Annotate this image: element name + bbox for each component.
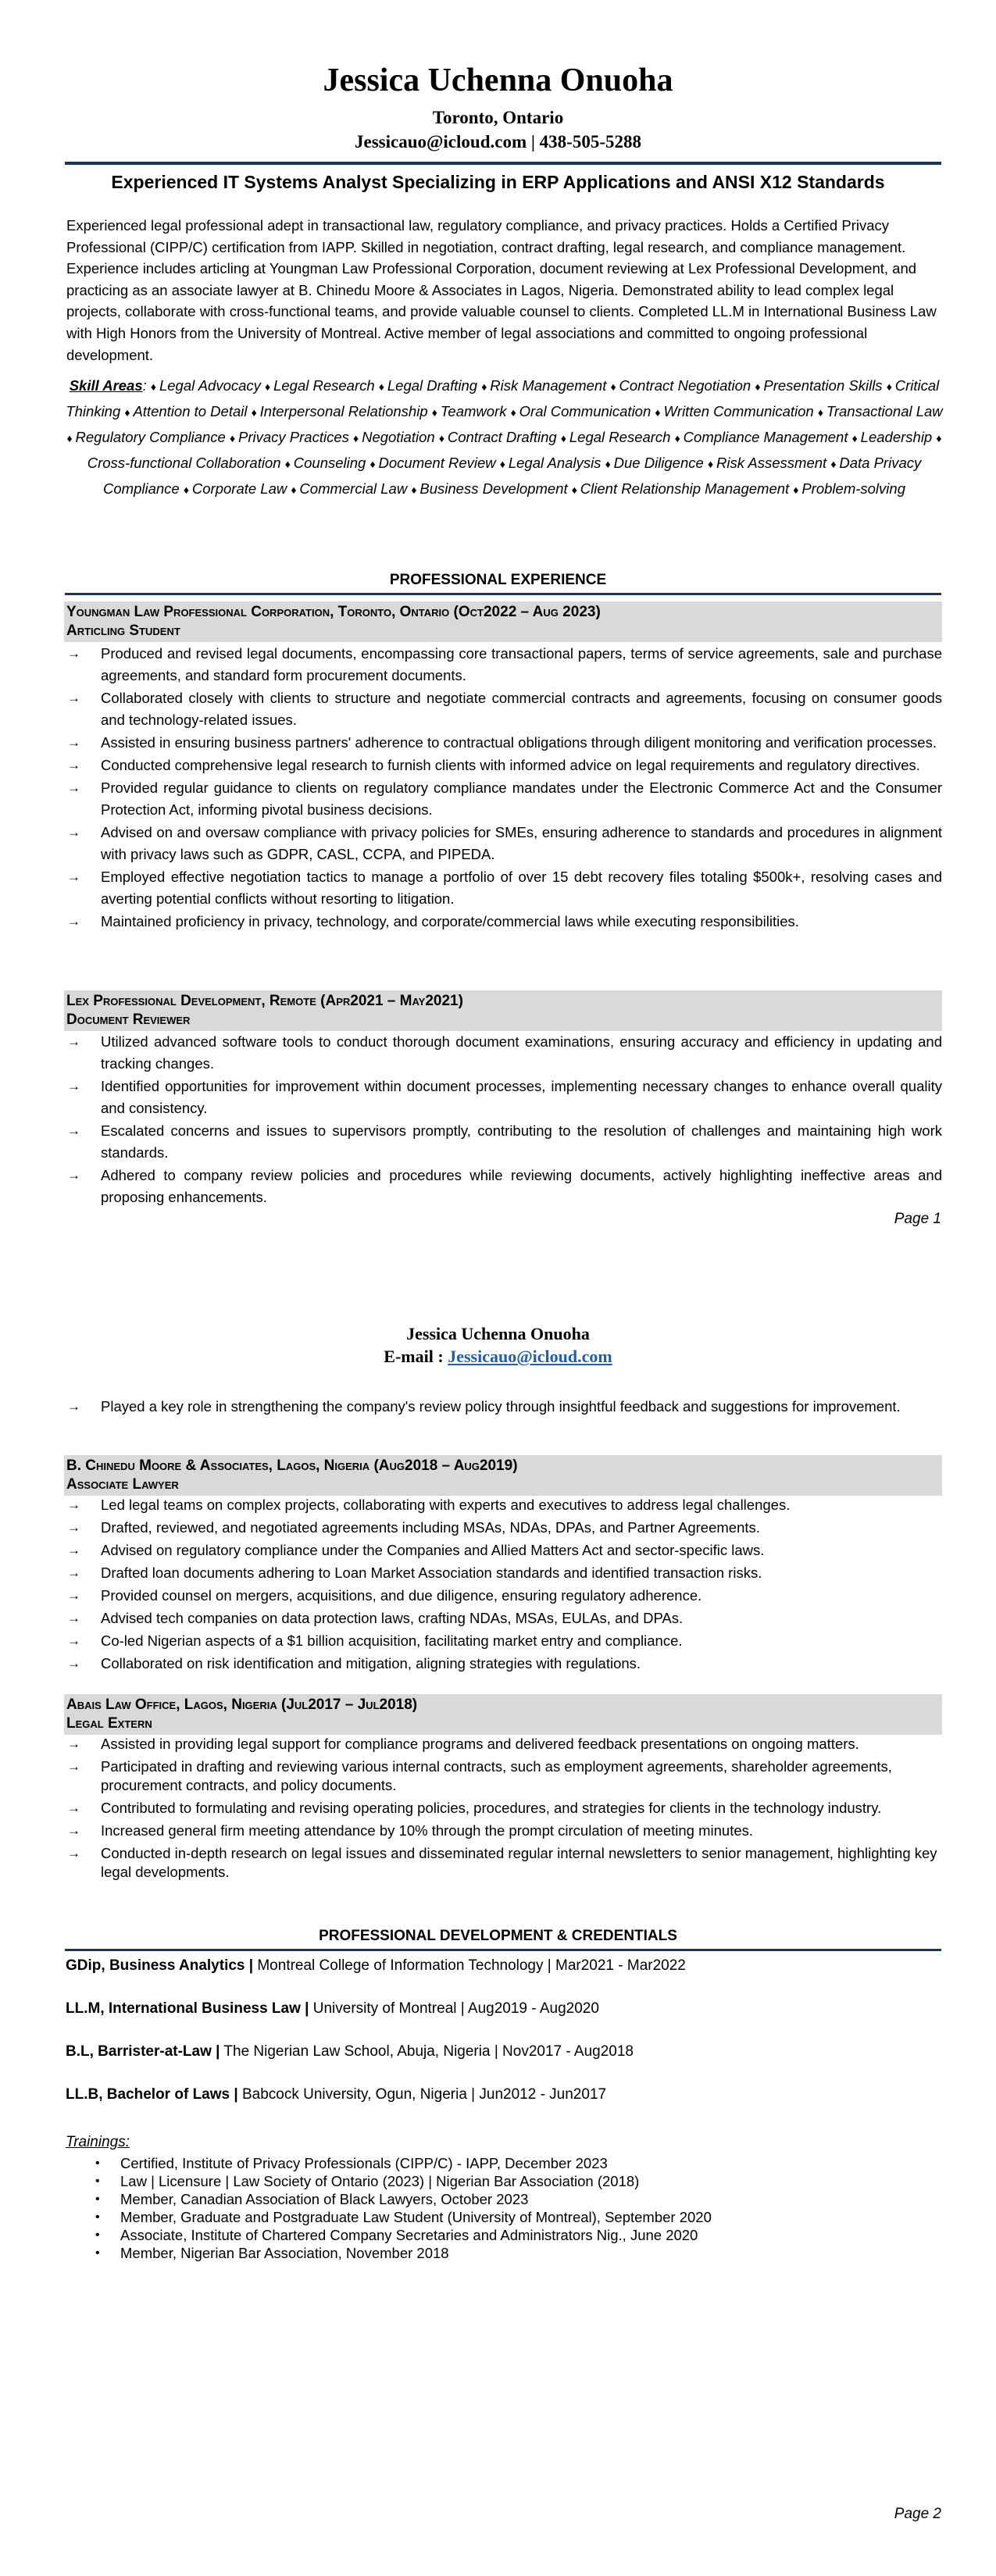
bullet-text: Assisted in providing legal support for compliance programs and delivered feedback presentations on ongoing matters. [101, 1736, 859, 1752]
bullet-item [64, 866, 942, 910]
skill-item: Leadership [860, 429, 933, 445]
bullet-text: Provided counsel on mergers, acquisitions, and due diligence, ensuring regulatory adherence. [101, 1587, 702, 1604]
arrow-bullet-icon: → [67, 1520, 80, 1535]
bullet-item [64, 822, 942, 865]
bullet-dot-icon: • [95, 2210, 100, 2224]
skill-item: Legal Research [273, 377, 375, 394]
bullet-item [64, 1609, 942, 1628]
bullet-text: Adhered to company review policies and procedures while reviewing documents, actively highlighting ineffective areas and proposing enhancements. [101, 1167, 942, 1205]
training-item [66, 2172, 712, 2190]
arrow-bullet-icon: → [67, 914, 80, 929]
bullet-item [64, 1120, 942, 1164]
candidate-location: Toronto, Ontario [432, 108, 564, 127]
training-text: Law | Licensure | Law Society of Ontario (2023) | Nigerian Bar Association (2018) [120, 2173, 640, 2189]
skill-item: Written Communication [663, 403, 814, 419]
skill-item: Business Development [419, 480, 568, 497]
skill-separator-icon: ♦ [610, 380, 619, 393]
skill-item: Regulatory Compliance [75, 429, 226, 445]
skill-item: Legal Advocacy [159, 377, 261, 394]
skill-item: Data Privacy Compliance [103, 455, 922, 497]
skill-item: Legal Analysis [508, 455, 602, 471]
skill-separator-icon: ♦ [431, 406, 441, 419]
skill-item: Contract Negotiation [619, 377, 751, 394]
bullet-dot-icon: • [95, 2157, 100, 2170]
skill-separator-icon: ♦ [851, 432, 861, 444]
bullet-item [64, 1586, 942, 1605]
skill-separator-icon: ♦ [229, 432, 239, 444]
skill-separator-icon: ♦ [674, 432, 684, 444]
candidate-name: Jessica Uchenna Onuoha [323, 62, 673, 98]
skill-areas-label: Skill Areas [69, 377, 143, 394]
arrow-bullet-icon: → [67, 1168, 80, 1183]
bullet-text: Collaborated closely with clients to structure and negotiate commercial contracts and agreements, focusing on consumer goods and technology-related issues. [101, 690, 942, 728]
skill-separator-icon: ♦ [291, 483, 300, 496]
trainings-list [66, 2154, 712, 2262]
skill-item: Presentation Skills [763, 377, 883, 394]
bullet-text: Identified opportunities for improvement within document processes, implementing necessary changes to enhance overall quality and consistency. [101, 1078, 942, 1116]
bullet-item [64, 1564, 942, 1582]
page-number-1: Page 1 [894, 1211, 941, 1227]
arrow-bullet-icon: → [67, 1588, 80, 1603]
arrow-bullet-icon: → [67, 1565, 80, 1580]
arrow-bullet-icon: → [67, 1736, 80, 1751]
bullet-text: Utilized advanced software tools to conduct thorough document examinations, ensuring accuracy and efficiency in updating and tracking changes. [101, 1033, 942, 1072]
bullet-item [64, 1821, 942, 1840]
skill-item: Attention to Detail [133, 403, 248, 419]
credential-degree: B.L, Barrister-at-Law | [66, 2043, 220, 2060]
arrow-bullet-icon: → [67, 1399, 80, 1414]
credential-gdip [66, 1957, 686, 1975]
skill-item: Client Relationship Management [580, 480, 790, 497]
skill-separator-icon: ♦ [353, 432, 362, 444]
arrow-bullet-icon: → [67, 825, 80, 840]
credential-llm [66, 2000, 599, 2018]
skill-separator-icon: ♦ [284, 458, 294, 470]
skill-separator-icon: ♦ [66, 432, 76, 444]
skill-item: Problem-solving [801, 480, 905, 497]
arrow-bullet-icon: → [67, 735, 80, 750]
job-header-abais [64, 1694, 942, 1735]
job-bullets-abais [64, 1735, 942, 1886]
training-text: Member, Nigerian Bar Association, November 2018 [120, 2245, 449, 2261]
arrow-bullet-icon: → [67, 869, 80, 884]
arrow-bullet-icon: → [67, 690, 80, 705]
professional-summary: Experienced legal professional adept in transactional law, regulatory compliance, and privacy practices. Holds a Certified Privacy Professional (CIPP/C) certification from IAPP. Skilled in negotiation, contract drafting, legal research, and compliance management. Experience includes articling at Youngman Law Professional Corporation, document reviewing at Lex Professional Development, and practicing as an associate lawyer at B. Chinedu Moore & Associates in Lagos, Nigeria. Demonstrated ability to lead complex legal projects, collaborate with cross-functional teams, and provide valuable counsel to clients. Completed LL.M in International Business Law with High Honors from the University of Montreal. Active member of legal associations and committed to ongoing professional development. [66, 217, 937, 363]
credential-llb [66, 2085, 606, 2104]
skill-item: Corporate Law [191, 480, 287, 497]
skill-areas-list [66, 377, 942, 497]
skill-separator-icon: ♦ [378, 380, 387, 393]
bullet-text: Led legal teams on complex projects, collaborating with experts and executives to address legal challenges. [101, 1497, 791, 1513]
arrow-bullet-icon: → [67, 1497, 80, 1512]
credential-bl [66, 2043, 634, 2061]
bullet-item [64, 643, 942, 687]
arrow-bullet-icon: → [67, 1823, 80, 1838]
skill-separator-icon: ♦ [265, 380, 274, 393]
skill-separator-icon: ♦ [124, 406, 134, 419]
skill-separator-icon: ♦ [817, 406, 826, 419]
skill-item: Compliance Management [683, 429, 848, 445]
bullet-text: Advised on regulatory compliance under the Companies and Allied Matters Act and sector-specific laws. [101, 1542, 765, 1558]
skill-item: Commercial Law [299, 480, 408, 497]
skill-item: Document Review [378, 455, 496, 471]
email-link[interactable]: Jessicauo@icloud.com [448, 1347, 612, 1366]
bullet-text: Co-led Nigerian aspects of a $1 billion acquisition, facilitating market entry and compliance. [101, 1632, 683, 1649]
bullet-text: Advised tech companies on data protection laws, crafting NDAs, MSAs, EULAs, and DPAs. [101, 1610, 684, 1626]
job-header-youngman [64, 601, 942, 642]
bullet-item [64, 1496, 942, 1515]
bullet-item [64, 755, 942, 776]
bullet-item [64, 687, 942, 731]
job-role: Document Reviewer [66, 1011, 191, 1028]
skill-item: Critical Thinking [66, 377, 940, 419]
skill-separator-icon: ♦ [830, 458, 840, 470]
arrow-bullet-icon: → [67, 1543, 80, 1557]
bullet-item [64, 1844, 942, 1882]
bullet-item [64, 1654, 942, 1673]
bullet-dot-icon: • [95, 2246, 100, 2260]
section-title-experience: PROFESSIONAL EXPERIENCE [389, 572, 607, 588]
candidate-contact: Jessicauo@icloud.com | 438-505-5288 [355, 132, 641, 152]
job-bullets-lex [64, 1031, 942, 1209]
arrow-bullet-icon: → [67, 1656, 80, 1671]
bullet-text: Maintained proficiency in privacy, technology, and corporate/commercial laws while executing responsibilities. [101, 913, 799, 929]
skill-separator-icon: ♦ [183, 483, 192, 496]
bullet-text: Produced and revised legal documents, encompassing core transactional papers, terms of service agreements, sale and purchase agreements, and standard form procurement documents. [101, 645, 942, 683]
skill-separator-icon: ♦ [936, 432, 942, 444]
skill-item: Privacy Practices [238, 429, 349, 445]
job-company: Youngman Law Professional Corporation, Toronto, Ontario (Oct2022 – Aug 2023) [66, 604, 601, 620]
training-item [66, 2244, 712, 2262]
arrow-bullet-icon: → [67, 758, 80, 772]
bullet-text: Drafted loan documents adhering to Loan Market Association standards and identified transaction risks. [101, 1565, 762, 1581]
page-2 [0, 1297, 996, 2576]
skill-item: Teamwork [440, 403, 507, 419]
email-label: E-mail : [384, 1347, 448, 1366]
skill-separator-icon: ♦ [560, 432, 569, 444]
skill-separator-icon: ♦ [510, 406, 519, 419]
skill-item: Contract Drafting [447, 429, 557, 445]
bullet-dot-icon: • [95, 2175, 100, 2188]
skill-separator-icon: ♦ [707, 458, 716, 470]
bullet-item [64, 1396, 942, 1418]
bullet-item [64, 1757, 942, 1795]
training-text: Certified, Institute of Privacy Professionals (CIPP/C) - IAPP, December 2023 [120, 2155, 608, 2171]
skill-separator-icon: ♦ [793, 483, 802, 496]
arrow-bullet-icon: → [67, 1800, 80, 1815]
job-role: Legal Extern [66, 1715, 152, 1732]
job-bullets-youngman [64, 643, 942, 933]
bullet-dot-icon: • [95, 2192, 100, 2206]
arrow-bullet-icon: → [67, 1034, 80, 1049]
credential-degree: LL.B, Bachelor of Laws | [66, 2086, 238, 2103]
bullet-item [64, 1799, 942, 1818]
skill-separator-icon: ♦ [438, 432, 448, 444]
bullet-item [64, 1735, 942, 1754]
bullet-item [64, 1165, 942, 1208]
bullet-item [64, 1076, 942, 1119]
training-text: Associate, Institute of Chartered Company Secretaries and Administrators Nig., June 2020 [120, 2227, 698, 2243]
bullet-text: Increased general firm meeting attendance by 10% through the prompt circulation of meeting minutes. [101, 1822, 754, 1839]
skill-separator-icon: ♦ [369, 458, 379, 470]
training-item [66, 2154, 712, 2172]
skill-item: Legal Drafting [387, 377, 478, 394]
skill-item: Legal Research [569, 429, 671, 445]
training-text: Member, Graduate and Postgraduate Law Student (University of Montreal), September 2020 [120, 2209, 712, 2225]
skill-separator-icon: ♦ [755, 380, 764, 393]
skill-separator-icon: ♦ [655, 406, 664, 419]
section-title-credentials: PROFESSIONAL DEVELOPMENT & CREDENTIALS [319, 1928, 677, 1944]
job-header-chinedu-moore [64, 1455, 942, 1496]
skill-item: Interpersonal Relationship [259, 403, 428, 419]
training-item [66, 2208, 712, 2226]
bullet-item [64, 1518, 942, 1537]
credential-degree: LL.M, International Business Law | [66, 2000, 309, 2017]
training-item [66, 2226, 712, 2244]
credential-details: Montreal College of Information Technology | Mar2021 - Mar2022 [253, 1957, 686, 1974]
bullet-item [64, 911, 942, 933]
skill-separator-icon: ♦ [411, 483, 420, 496]
job-company: Abais Law Office, Lagos, Nigeria (Jul2017 – Jul2018) [66, 1697, 418, 1713]
page-number-2: Page 2 [894, 2506, 941, 2522]
bullet-text: Drafted, reviewed, and negotiated agreements including MSAs, NDAs, DPAs, and Partner Agreements. [101, 1519, 760, 1536]
bullet-text: Advised on and oversaw compliance with privacy policies for SMEs, ensuring adherence to standards and procedures in alignment with privacy laws such as GDPR, CASL, CCPA, and PIPEDA. [101, 824, 942, 862]
arrow-bullet-icon: → [67, 1079, 80, 1094]
bullet-text: Played a key role in strengthening the company's review policy through insightful feedback and suggestions for improvement. [101, 1398, 901, 1415]
bullet-item [64, 777, 942, 821]
credential-details: The Nigerian Law School, Abuja, Nigeria | Nov2017 - Aug2018 [220, 2043, 634, 2060]
credential-degree: GDip, Business Analytics | [66, 1957, 254, 1974]
skill-separator-icon: ♦ [251, 406, 260, 419]
bullet-item [64, 1632, 942, 1650]
arrow-bullet-icon: → [67, 1759, 80, 1774]
bullet-text: Collaborated on risk identification and mitigation, aligning strategies with regulations. [101, 1655, 641, 1672]
skill-separator-icon: ♦ [150, 380, 159, 393]
job-bullets-chinedu-moore [64, 1496, 942, 1677]
skill-separator-icon: ♦ [571, 483, 580, 496]
skill-item: Cross-functional Collaboration [87, 455, 281, 471]
credentials-divider [65, 1949, 941, 1951]
bullet-dot-icon: • [95, 2228, 100, 2242]
skill-separator-icon: ♦ [886, 380, 895, 393]
bullet-item [64, 1541, 942, 1560]
skill-item: Counseling [293, 455, 366, 471]
page2-email-line [0, 1345, 996, 1368]
bullet-text: Assisted in ensuring business partners' adherence to contractual obligations through diligent monitoring and verification processes. [101, 734, 937, 751]
job-company: B. Chinedu Moore & Associates, Lagos, Nigeria (Aug2018 – Aug2019) [66, 1457, 518, 1474]
bullet-text: Employed effective negotiation tactics to manage a portfolio of over 15 debt recovery files totaling $500k+, resolving cases and averting potential conflicts without resorting to litigation. [101, 869, 942, 907]
bullet-item [64, 1031, 942, 1075]
job-bullets-lex-continued [64, 1396, 942, 1418]
skill-item: Due Diligence [613, 455, 704, 471]
arrow-bullet-icon: → [67, 1846, 80, 1861]
skill-separator-icon: ♦ [499, 458, 509, 470]
header-divider [65, 162, 941, 165]
arrow-bullet-icon: → [67, 1633, 80, 1648]
experience-divider [65, 593, 941, 595]
job-role: Articling Student [66, 623, 180, 639]
skill-item: Oral Communication [519, 403, 652, 419]
training-text: Member, Canadian Association of Black Lawyers, October 2023 [120, 2191, 529, 2207]
bullet-text: Escalated concerns and issues to supervisors promptly, contributing to the resolution of challenges and maintaining high work standards. [101, 1122, 942, 1161]
bullet-text: Participated in drafting and reviewing various internal contracts, such as employment agreements, shareholder agreements, procurement contracts, and policy documents. [101, 1758, 892, 1793]
job-company: Lex Professional Development, Remote (Apr2021 – May2021) [66, 993, 463, 1009]
bullet-text: Conducted in-depth research on legal issues and disseminated regular internal newsletters to senior management, highlighting key legal developments. [101, 1845, 937, 1880]
arrow-bullet-icon: → [67, 646, 80, 661]
trainings-label: Trainings: [66, 2134, 130, 2150]
skill-item: Transactional Law [826, 403, 943, 419]
bullet-text: Contributed to formulating and revising operating policies, procedures, and strategies for clients in the technology industry. [101, 1800, 882, 1816]
bullet-text: Conducted comprehensive legal research to furnish clients with informed advice on legal requirements and regulatory directives. [101, 757, 920, 773]
skill-item: Risk Management [490, 377, 607, 394]
skill-separator-icon: ♦ [481, 380, 491, 393]
training-item [66, 2190, 712, 2208]
job-header-lex [64, 990, 942, 1031]
arrow-bullet-icon: → [67, 1611, 80, 1625]
skill-item: Negotiation [362, 429, 435, 445]
skill-areas: Skill Areas: ♦ Legal Advocacy ♦ Legal Research ♦ Legal Drafting ♦ Risk Management ♦ Contract Negotiation ♦ Presentation Skills ♦ Critical Thinking ♦ Attention to Detail ♦ Interpersonal Relationship ♦ Teamwork ♦ Oral Communication ♦ Written Communication ♦ Transactional Law ♦ Regulatory Compliance ♦ Privacy Practices ♦ Negotiation ♦ Contract Drafting ♦ Legal Research ♦ Compliance Management ♦ Leadership ♦ Cross-functional Collaboration ♦ Counseling ♦ Document Review ♦ Legal Analysis ♦ Due Diligence ♦ Risk Assessment ♦ Data Privacy Compliance ♦ Corporate Law ♦ Commercial Law ♦ Business Development ♦ Client Relationship Management ♦ Problem-solving [66, 377, 943, 497]
credential-details: Babcock University, Ogun, Nigeria | Jun2012 - Jun2017 [237, 2086, 607, 2103]
bullet-item [64, 732, 942, 754]
credential-details: University of Montreal | Aug2019 - Aug2020 [309, 2000, 599, 2017]
skill-item: Risk Assessment [716, 455, 827, 471]
page2-name: Jessica Uchenna Onuoha [406, 1324, 590, 1343]
bullet-text: Provided regular guidance to clients on regulatory compliance mandates under the Electronic Commerce Act and the Consumer Protection Act, informing pivotal business decisions. [101, 780, 942, 818]
professional-headline: Experienced IT Systems Analyst Specializing in ERP Applications and ANSI X12 Standards [111, 172, 885, 192]
arrow-bullet-icon: → [67, 1123, 80, 1138]
job-role: Associate Lawyer [66, 1476, 179, 1493]
arrow-bullet-icon: → [67, 780, 80, 795]
skill-separator-icon: ♦ [605, 458, 614, 470]
